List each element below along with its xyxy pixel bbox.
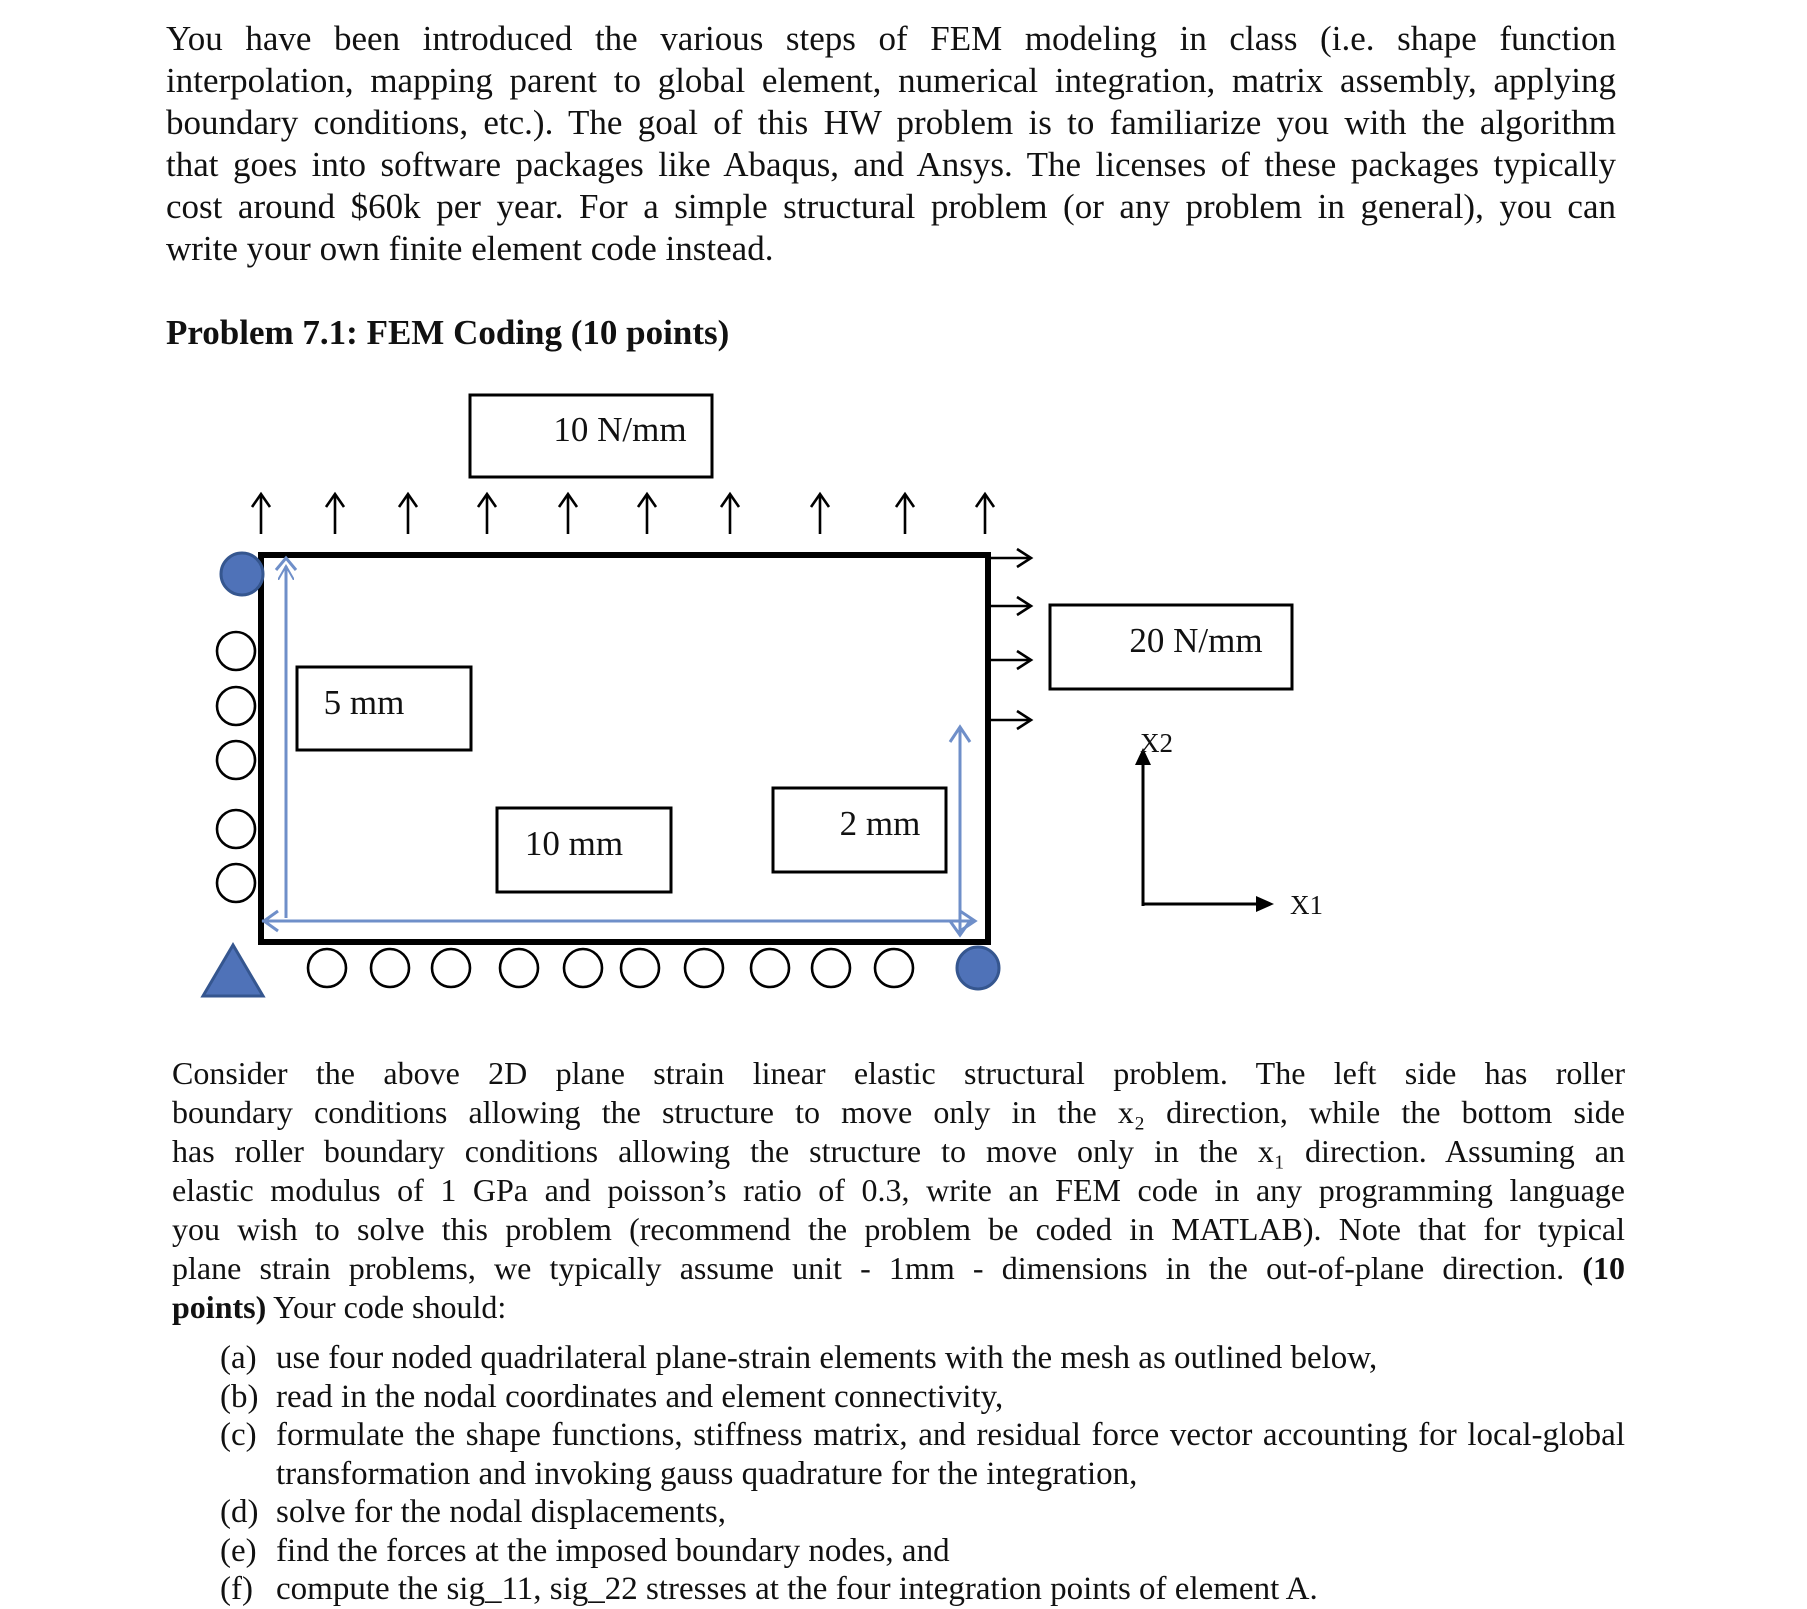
top-load-text: 10 N/mm	[553, 410, 687, 449]
description-line	[172, 1288, 1625, 1327]
dim-height-label	[297, 667, 471, 750]
up-arrow-icon	[976, 494, 994, 534]
roller-icon	[621, 949, 659, 987]
description-line: boundary conditions allowing the structure to move only in the x₂ direction, while the bottom side	[172, 1094, 1625, 1130]
right-load-arrows	[990, 549, 1031, 729]
bottom-right-node-icon	[957, 947, 999, 989]
intro-line: write your own finite element code instead.	[166, 229, 774, 268]
right-arrow-icon	[990, 711, 1031, 729]
coordinate-axes	[1135, 728, 1323, 920]
task-mark: (b)	[220, 1378, 259, 1415]
task-item	[220, 1416, 1625, 1493]
task-text: find the forces at the imposed boundary nodes, and	[276, 1532, 950, 1569]
intro-line: You have been introduced the various steps of FEM modeling in class (i.e. shape function	[166, 19, 1616, 58]
points-label: (10	[1582, 1250, 1626, 1286]
task-text: formulate the shape functions, stiffness matrix, and residual force vector accounting for local-global transformation and invoking gauss quadrature for the integration,	[276, 1417, 1625, 1492]
task-text: use four noded quadrilateral plane-strain elements with the mesh as outlined below,	[276, 1340, 1378, 1376]
dim-width-label	[497, 808, 671, 892]
roller-icon	[500, 949, 538, 987]
task-item	[220, 1339, 1625, 1378]
left-rollers	[217, 632, 255, 902]
roller-icon	[812, 949, 850, 987]
right-load-label	[1050, 605, 1292, 689]
right-arrow-icon	[990, 549, 1031, 567]
description-tail: Your code should:	[266, 1289, 507, 1325]
description-line	[172, 1249, 1625, 1288]
up-arrow-icon	[721, 494, 739, 534]
roller-icon	[371, 949, 409, 987]
up-arrow-icon	[399, 494, 417, 534]
roller-icon	[751, 949, 789, 987]
task-mark: (d)	[220, 1494, 259, 1530]
task-mark: (e)	[220, 1532, 257, 1569]
top-left-node-icon	[221, 553, 263, 595]
task-item	[220, 1532, 1625, 1571]
description-line: you wish to solve this problem (recommend the problem be coded in MATLAB). Note that for typical	[172, 1211, 1625, 1247]
roller-icon	[685, 949, 723, 987]
roller-icon	[217, 632, 255, 670]
dim-right-text: 2 mm	[839, 804, 921, 843]
task-text: solve for the nodal displacements,	[276, 1494, 726, 1530]
task-mark: (c)	[220, 1417, 257, 1453]
task-mark: (f)	[220, 1571, 253, 1607]
dim-right-label	[773, 788, 946, 872]
up-arrow-icon	[559, 494, 577, 534]
description-line: elastic modulus of 1 GPa and poisson’s ratio of 0.3, write an FEM code in any programming language	[172, 1172, 1625, 1208]
roller-icon	[432, 949, 470, 987]
bottom-rollers	[308, 949, 913, 987]
x2-axis-label: X2	[1140, 728, 1173, 758]
x1-arrowhead-icon	[1256, 896, 1274, 912]
up-arrow-icon	[252, 494, 270, 534]
roller-icon	[308, 949, 346, 987]
description-line: has roller boundary conditions allowing the structure to move only in the x₁ direction. Assuming an	[172, 1133, 1625, 1169]
problem-heading: Problem 7.1: FEM Coding (10 points)	[166, 313, 730, 352]
roller-icon	[875, 949, 913, 987]
task-item	[220, 1493, 1625, 1532]
x1-axis-label: X1	[1290, 890, 1323, 920]
up-arrow-icon	[638, 494, 656, 534]
up-arrow-icon	[326, 494, 344, 534]
task-item	[220, 1570, 1625, 1609]
task-mark: (a)	[220, 1340, 257, 1376]
top-load-arrows	[252, 494, 994, 534]
roller-icon	[217, 741, 255, 779]
description-line-text: plane strain problems, we typically assume unit - 1mm - dimensions in the out-of-plane direction.	[172, 1250, 1565, 1286]
roller-icon	[217, 810, 255, 848]
description-line: Consider the above 2D plane strain linear elastic structural problem. The left side has roller	[172, 1055, 1625, 1091]
intro-line: boundary conditions, etc.). The goal of this HW problem is to familiarize you with the algorithm	[166, 103, 1616, 142]
right-arrow-icon	[990, 597, 1031, 615]
task-item	[220, 1378, 1625, 1417]
task-list	[220, 1339, 1625, 1609]
points-label-2: points)	[172, 1289, 267, 1325]
roller-icon	[217, 864, 255, 902]
dim-height-text: 5 mm	[323, 683, 405, 722]
intro-line: that goes into software packages like Abaqus, and Ansys. The licenses of these packages typically	[166, 145, 1616, 184]
task-text: read in the nodal coordinates and element connectivity,	[276, 1378, 1004, 1415]
description-paragraph	[172, 1054, 1625, 1327]
task-text: compute the sig_11, sig_22 stresses at the four integration points of element A.	[276, 1571, 1318, 1607]
up-arrow-icon	[811, 494, 829, 534]
up-arrow-icon	[478, 494, 496, 534]
intro-line: interpolation, mapping parent to global element, numerical integration, matrix assembly, applying	[166, 61, 1616, 100]
pin-support-icon	[203, 945, 263, 996]
roller-icon	[564, 949, 602, 987]
intro-line: cost around $60k per year. For a simple structural problem (or any problem in general), you can	[166, 187, 1616, 226]
up-arrow-icon	[896, 494, 914, 534]
dim-width-text: 10 mm	[524, 824, 624, 863]
right-arrow-icon	[990, 651, 1031, 669]
top-load-label	[470, 395, 712, 477]
right-load-text: 20 N/mm	[1129, 621, 1263, 660]
roller-icon	[217, 687, 255, 725]
